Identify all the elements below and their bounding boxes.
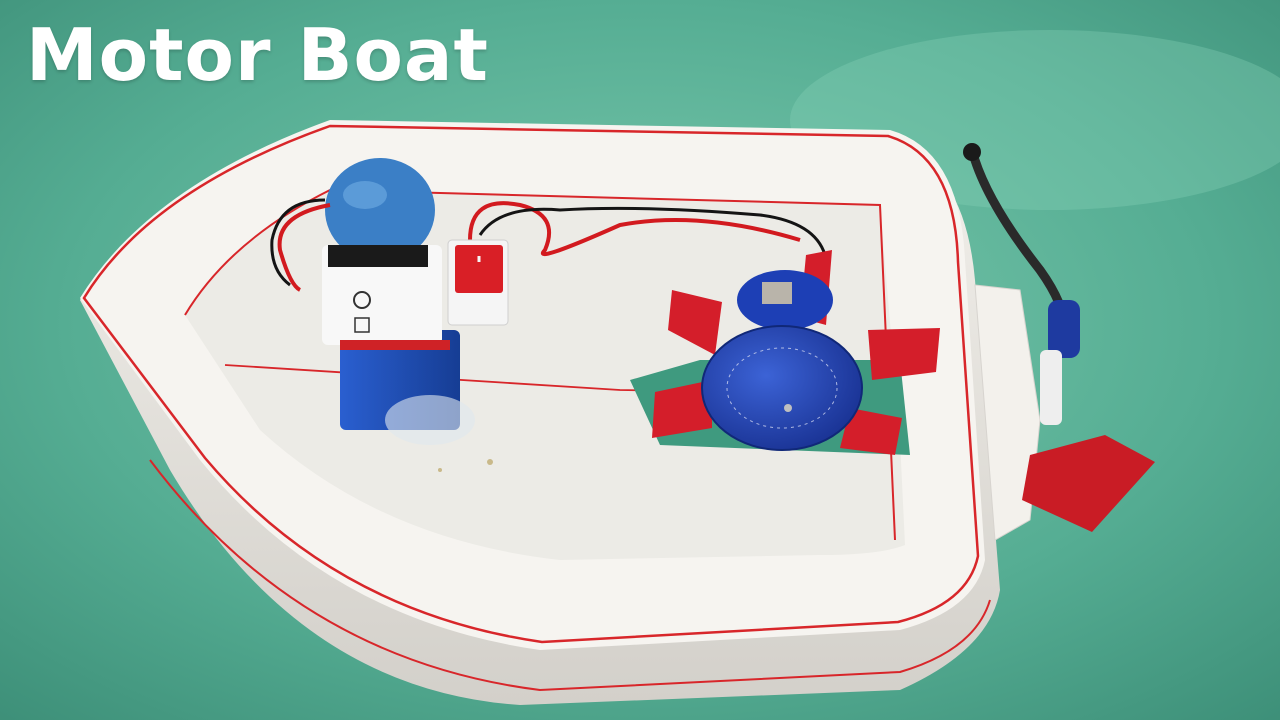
switch-icon xyxy=(448,240,508,325)
video-title: Motor Boat xyxy=(26,13,489,97)
rudder-shaft-white xyxy=(1040,350,1062,425)
battery-top-black xyxy=(328,245,428,267)
foam-crumb xyxy=(487,459,493,465)
foam-crumb-2 xyxy=(438,468,442,472)
glue-blob xyxy=(385,395,475,445)
battery-cap-highlight xyxy=(343,181,387,209)
motor-shaft xyxy=(784,404,792,412)
rudder-sleeve xyxy=(1048,300,1080,358)
switch-rocker-red xyxy=(455,245,503,293)
propeller-blade-right xyxy=(868,328,940,380)
battery-stripe-red xyxy=(340,340,450,350)
rudder-rod-tip xyxy=(963,143,981,161)
motor-metal xyxy=(762,282,792,304)
motor-bottle-cap xyxy=(702,326,862,450)
